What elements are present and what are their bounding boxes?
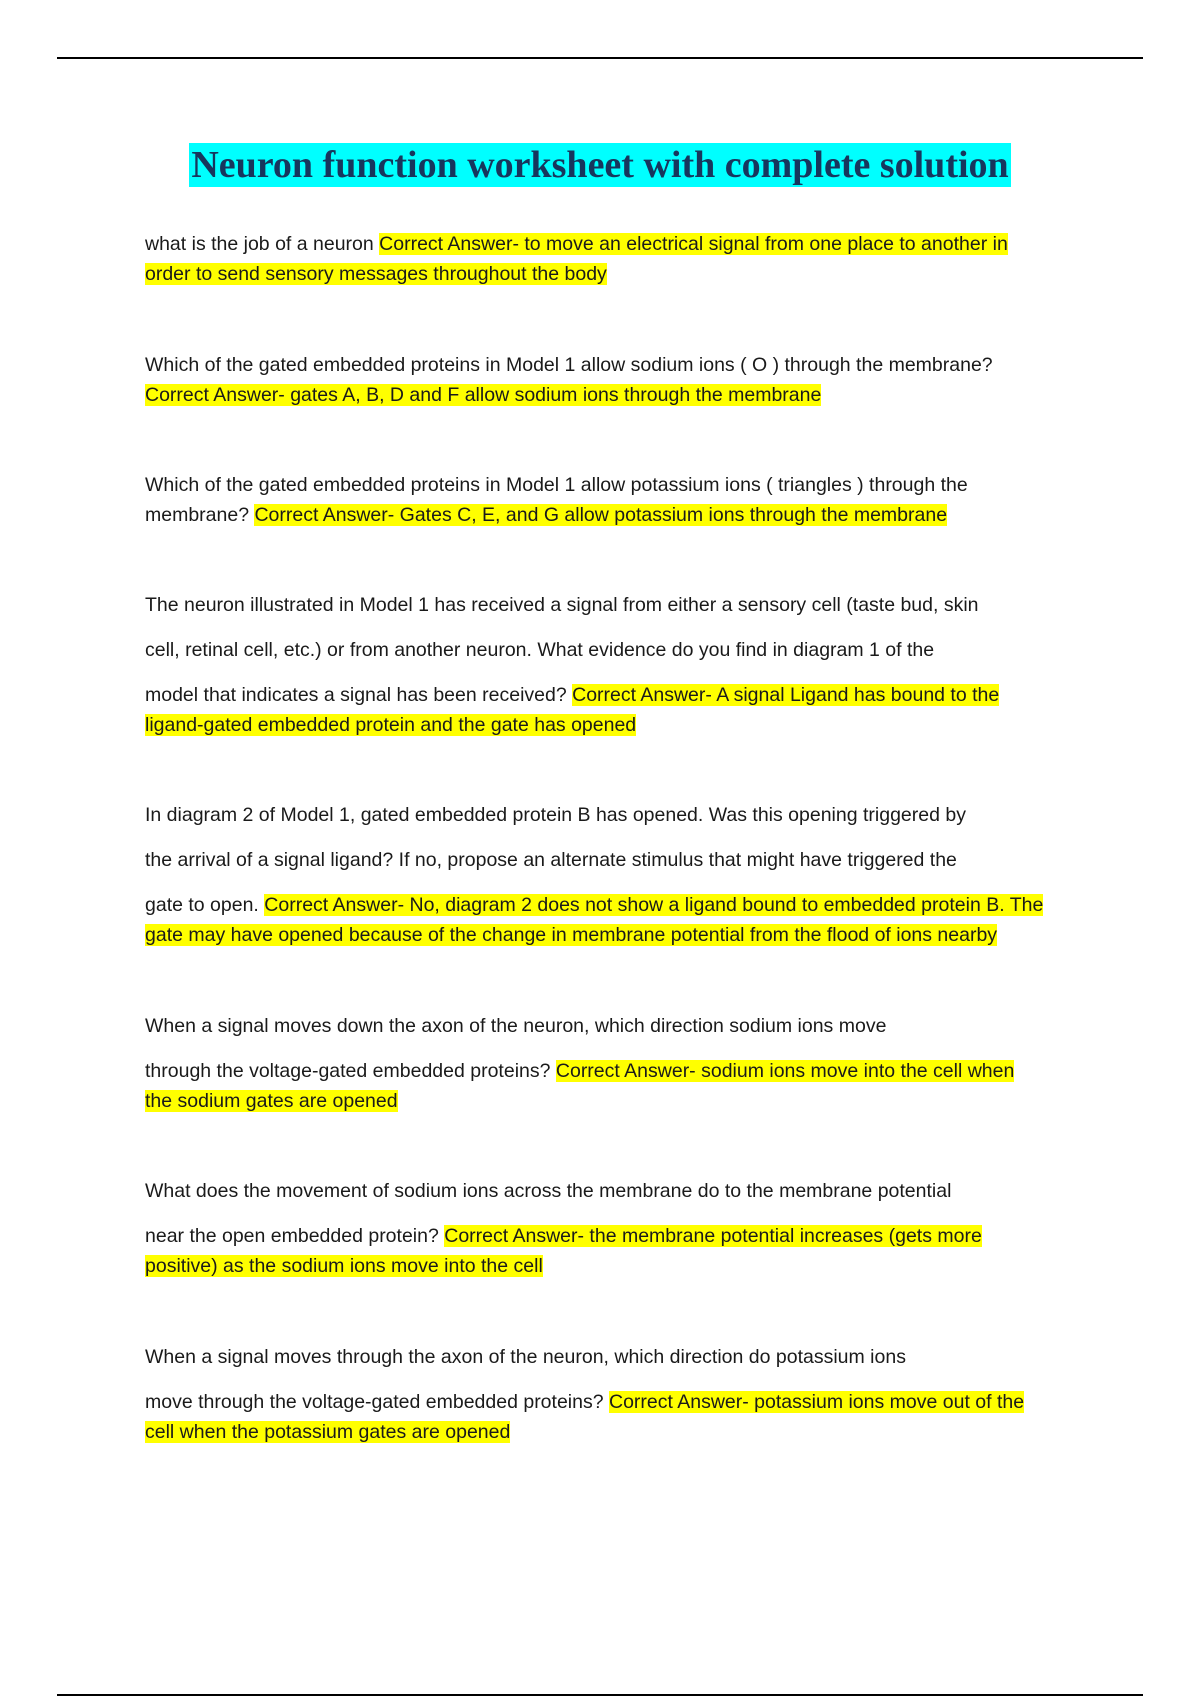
question-line: In diagram 2 of Model 1, gated embedded protein B has opened. Was this opening triggered by bbox=[145, 804, 966, 826]
answer-continuation-line bbox=[145, 1417, 1085, 1447]
answer-text: Correct Answer- the membrane potential increases (gets more bbox=[444, 1225, 982, 1247]
answer-text-cont: positive) as the sodium ions move into the cell bbox=[145, 1255, 543, 1277]
answer-text: Correct Answer- A signal Ligand has bound to the bbox=[572, 684, 1000, 706]
question-text: gate to open. bbox=[145, 894, 265, 916]
question-final-line bbox=[145, 229, 1085, 259]
question-line: When a signal moves down the axon of the neuron, which direction sodium ions move bbox=[145, 1015, 887, 1037]
question-text: membrane? bbox=[145, 504, 255, 526]
qa-item-6 bbox=[145, 1011, 1085, 1116]
question-text: model that indicates a signal has been received? bbox=[145, 684, 573, 706]
question-line: Which of the gated embedded proteins in Model 1 allow sodium ions ( O ) through the membrane? bbox=[145, 354, 993, 376]
question-line: What does the movement of sodium ions across the membrane do to the membrane potential bbox=[145, 1180, 952, 1202]
answer-text: Correct Answer- sodium ions move into the cell when bbox=[555, 1060, 1015, 1082]
answer-text: Correct Answer- potassium ions move out of the bbox=[608, 1391, 1025, 1413]
qa-item-7 bbox=[145, 1176, 1085, 1281]
question-text: through the voltage-gated embedded proteins? bbox=[145, 1060, 556, 1082]
answer-line bbox=[145, 380, 1085, 410]
top-rule bbox=[57, 57, 1143, 59]
question-text: near the open embedded protein? bbox=[145, 1225, 445, 1247]
qa-item-4 bbox=[145, 590, 1085, 740]
answer-text: Correct Answer- Gates C, E, and G allow potassium ions through the membrane bbox=[254, 504, 948, 526]
answer-text-cont: the sodium gates are opened bbox=[145, 1090, 398, 1112]
question-line: When a signal moves through the axon of the neuron, which direction do potassium ions bbox=[145, 1346, 906, 1368]
qa-item-3 bbox=[145, 470, 1085, 530]
answer-continuation-line bbox=[145, 710, 1085, 740]
answer-text: Correct Answer- gates A, B, D and F allow sodium ions through the membrane bbox=[145, 384, 822, 406]
answer-text-cont: order to send sensory messages throughout the body bbox=[145, 263, 607, 285]
title-block bbox=[0, 143, 1200, 187]
answer-continuation-line bbox=[145, 1086, 1085, 1116]
question-line: Which of the gated embedded proteins in Model 1 allow potassium ions ( triangles ) through the bbox=[145, 474, 968, 496]
bottom-rule bbox=[57, 1694, 1143, 1696]
answer-continuation-line bbox=[145, 920, 1085, 950]
answer-text: Correct Answer- to move an electrical signal from one place to another in bbox=[379, 233, 1008, 255]
question-final-line bbox=[145, 680, 1085, 710]
answer-text-cont: gate may have opened because of the change in membrane potential from the flood of ions nearby bbox=[145, 924, 998, 946]
answer-continuation-line bbox=[145, 259, 1085, 289]
answer-text-cont: ligand-gated embedded protein and the gate has opened bbox=[145, 714, 637, 736]
answer-text-cont: cell when the potassium gates are opened bbox=[145, 1421, 511, 1443]
qa-item-1 bbox=[145, 229, 1085, 289]
answer-continuation-line bbox=[145, 1251, 1085, 1281]
qa-item-2 bbox=[145, 350, 1085, 410]
question-final-line bbox=[145, 1221, 1085, 1251]
question-text: move through the voltage-gated embedded proteins? bbox=[145, 1391, 609, 1413]
question-line: cell, retinal cell, etc.) or from another neuron. What evidence do you find in diagram 1 of the bbox=[145, 639, 935, 661]
question-line: the arrival of a signal ligand? If no, propose an alternate stimulus that might have triggered the bbox=[145, 849, 957, 871]
question-final-line bbox=[145, 890, 1085, 920]
question-final-line bbox=[145, 1387, 1085, 1417]
question-final-line bbox=[145, 500, 1085, 530]
question-text: what is the job of a neuron bbox=[145, 233, 380, 255]
question-line: The neuron illustrated in Model 1 has received a signal from either a sensory cell (taste bud, skin bbox=[145, 594, 979, 616]
answer-text: Correct Answer- No, diagram 2 does not show a ligand bound to embedded protein B. The bbox=[264, 894, 1044, 916]
qa-item-8 bbox=[145, 1342, 1085, 1447]
qa-item-5 bbox=[145, 800, 1085, 950]
question-final-line bbox=[145, 1056, 1085, 1086]
page-title: Neuron function worksheet with complete solution bbox=[191, 144, 1009, 186]
